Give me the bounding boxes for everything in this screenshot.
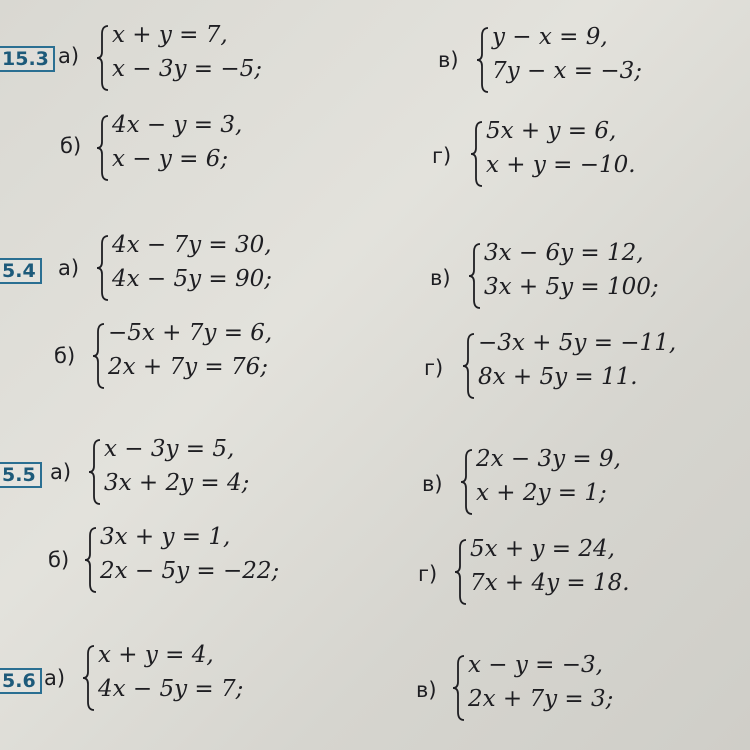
equation: −5x + 7y = 6,: [108, 320, 273, 346]
part-label: г): [432, 144, 452, 168]
equation: 3x + 5y = 100;: [484, 274, 659, 300]
brace-icon: [96, 234, 110, 302]
brace-icon: [82, 644, 96, 712]
equation: 7y − x = −3;: [492, 58, 643, 84]
equation: 4x − y = 3,: [112, 112, 243, 138]
brace-icon: [96, 24, 110, 92]
equation: 2x + 7y = 76;: [108, 354, 269, 380]
equation: 2x + 7y = 3;: [468, 686, 614, 712]
equation: x − 3y = −5;: [112, 56, 263, 82]
equation: 2x − 5y = −22;: [100, 558, 280, 584]
brace-icon: [460, 448, 474, 516]
part-label: б): [60, 134, 82, 158]
equation: 3x − 6y = 12,: [484, 240, 644, 266]
brace-icon: [454, 538, 468, 606]
part-label: в): [430, 266, 451, 290]
part-label: б): [48, 548, 70, 572]
equation: x − y = 6;: [112, 146, 229, 172]
equation: x + y = −10.: [486, 152, 636, 178]
equation: 4x − 5y = 7;: [98, 676, 244, 702]
equation: 2x − 3y = 9,: [476, 446, 621, 472]
part-label: в): [422, 472, 443, 496]
equation: 8x + 5y = 11.: [478, 364, 638, 390]
part-label: г): [424, 356, 444, 380]
equation: 3x + 2y = 4;: [104, 470, 250, 496]
part-label: а): [58, 256, 80, 280]
problem-number: 5.5: [0, 462, 42, 488]
brace-icon: [468, 242, 482, 310]
equation: x + 2y = 1;: [476, 480, 607, 506]
part-label: г): [418, 562, 438, 586]
problem-number: 5.6: [0, 668, 42, 694]
part-label: в): [438, 48, 459, 72]
part-label: в): [416, 678, 437, 702]
part-label: а): [50, 460, 72, 484]
part-label: а): [58, 44, 80, 68]
brace-icon: [96, 114, 110, 182]
equation: x − 3y = 5,: [104, 436, 235, 462]
equation: y − x = 9,: [492, 24, 608, 50]
equation: 5x + y = 24,: [470, 536, 615, 562]
brace-icon: [84, 526, 98, 594]
equation: 7x + 4y = 18.: [470, 570, 630, 596]
problem-number: 5.4: [0, 258, 42, 284]
equation: x − y = −3,: [468, 652, 603, 678]
equation: 5x + y = 6,: [486, 118, 617, 144]
equation: x + y = 7,: [112, 22, 228, 48]
brace-icon: [92, 322, 106, 390]
brace-icon: [476, 26, 490, 94]
part-label: а): [44, 666, 66, 690]
brace-icon: [88, 438, 102, 506]
brace-icon: [470, 120, 484, 188]
equation: −3x + 5y = −11,: [478, 330, 677, 356]
equation: 4x − 5y = 90;: [112, 266, 273, 292]
brace-icon: [462, 332, 476, 400]
problem-number: 15.3: [0, 46, 55, 72]
equation: 3x + y = 1,: [100, 524, 231, 550]
equation: 4x − 7y = 30,: [112, 232, 272, 258]
part-label: б): [54, 344, 76, 368]
brace-icon: [452, 654, 466, 722]
equation: x + y = 4,: [98, 642, 214, 668]
